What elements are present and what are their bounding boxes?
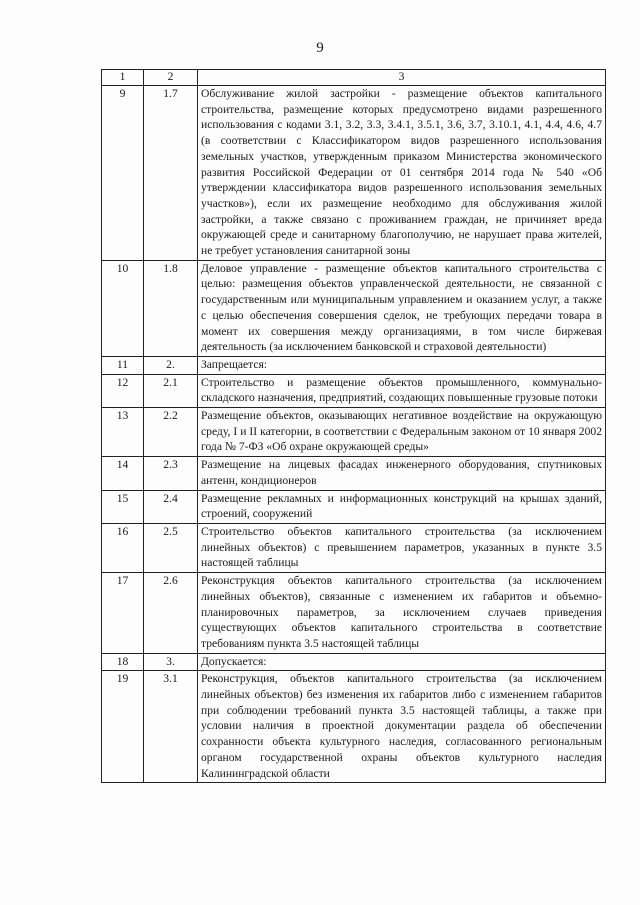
item-code: 3.1	[144, 671, 198, 783]
row-number: 11	[102, 356, 144, 374]
row-number: 9	[102, 86, 144, 261]
item-text: Размещение на лицевых фасадах инженерного оборудования, спутниковых антенн, кондиционеров	[198, 457, 606, 490]
regulations-table	[101, 69, 606, 783]
row-number: 18	[102, 653, 144, 671]
row-number: 17	[102, 573, 144, 654]
table-row	[102, 356, 606, 374]
item-code: 2.	[144, 356, 198, 374]
item-code: 2.1	[144, 374, 198, 407]
item-text: Реконструкция объектов капитального строительства (за исключением линейных объектов), связанные с изменением их габаритов и объемно-планировочных параметров, за исключением случаев приведения существующих объектов капитального строительства в соответствие требованиям пункта 3.5 настоящей таблицы	[198, 573, 606, 654]
item-code: 2.4	[144, 490, 198, 523]
table-header-row	[102, 70, 606, 86]
item-text: Размещение рекламных и информационных конструкций на крышах зданий, строений, сооружений	[198, 490, 606, 523]
row-number: 16	[102, 523, 144, 572]
row-number: 13	[102, 408, 144, 457]
item-text: Строительство и размещение объектов промышленного, коммунально-складского назначения, предприятий, создающих повышенные грузовые потоки	[198, 374, 606, 407]
table-row	[102, 86, 606, 261]
table-row	[102, 490, 606, 523]
item-text: Допускается:	[198, 653, 606, 671]
row-number: 12	[102, 374, 144, 407]
item-code: 1.8	[144, 260, 198, 356]
table-row	[102, 523, 606, 572]
column-header: 3	[198, 70, 606, 86]
item-text: Строительство объектов капитального строительства (за исключением линейных объектов) с превышением параметров, указанных в пункте 3.5 настоящей таблицы	[198, 523, 606, 572]
item-text: Обслуживание жилой застройки - размещение объектов капитального строительства, размещение которых предусмотрено видами разрешенного использования с кодами 3.1, 3.2, 3.3, 3.4.1, 3.5.1, 3.6, 3.7, 3.10.1, 4.1, 4.4, 4.6, 4.7 (в соответствии с Классификатором видов разрешенного использования земельных участков, утвержденным приказом Министерства экономического развития Российской Федерации от 01 сентября 2014 года № 540 «Об утверждении классификатора видов разрешенного использования земельных участков»), если их размещение необходимо для обслуживания жилой застройки, а также связано с проживанием граждан, не причиняет вреда окружающей среде и санитарному благополучию, не нарушает права жителей, не требует установления санитарной зоны	[198, 86, 606, 261]
table-row	[102, 653, 606, 671]
item-code: 2.3	[144, 457, 198, 490]
row-number: 19	[102, 671, 144, 783]
item-code: 2.5	[144, 523, 198, 572]
table-row	[102, 573, 606, 654]
item-text: Запрещается:	[198, 356, 606, 374]
table-row	[102, 671, 606, 783]
table-row	[102, 260, 606, 356]
item-code: 2.2	[144, 408, 198, 457]
table-row	[102, 457, 606, 490]
table-row	[102, 374, 606, 407]
page-number: 9	[316, 40, 324, 56]
item-code: 3.	[144, 653, 198, 671]
item-text: Деловое управление - размещение объектов капитального строительства с целью: размещения объектов управленческой деятельности, не связанной с государственным или муниципальным управлением и оказанием услуг, а также с целью обеспечения совершения сделок, не требующих передачи товара в момент их совершения между организациями, в том числе биржевая деятельность (за исключением банковской и страховой деятельности)	[198, 260, 606, 356]
row-number: 14	[102, 457, 144, 490]
column-header: 2	[144, 70, 198, 86]
item-text: Размещение объектов, оказывающих негативное воздействие на окружающую среду, I и II категории, в соответствии с Федеральным законом от 10 января 2002 года № 7-ФЗ «Об охране окружающей среды»	[198, 408, 606, 457]
table-row	[102, 408, 606, 457]
column-header: 1	[102, 70, 144, 86]
row-number: 10	[102, 260, 144, 356]
item-code: 2.6	[144, 573, 198, 654]
item-code: 1.7	[144, 86, 198, 261]
item-text: Реконструкция, объектов капитального строительства (за исключением линейных объектов) без изменения их габаритов либо с изменением габаритов при соблюдении требований пункта 3.5 настоящей таблицы, а также при условии наличия в проектной документации раздела об обеспечении сохранности объекта культурного наследия, согласованного региональным органом государственной охраны объектов культурного наследия Калининградской области	[198, 671, 606, 783]
row-number: 15	[102, 490, 144, 523]
